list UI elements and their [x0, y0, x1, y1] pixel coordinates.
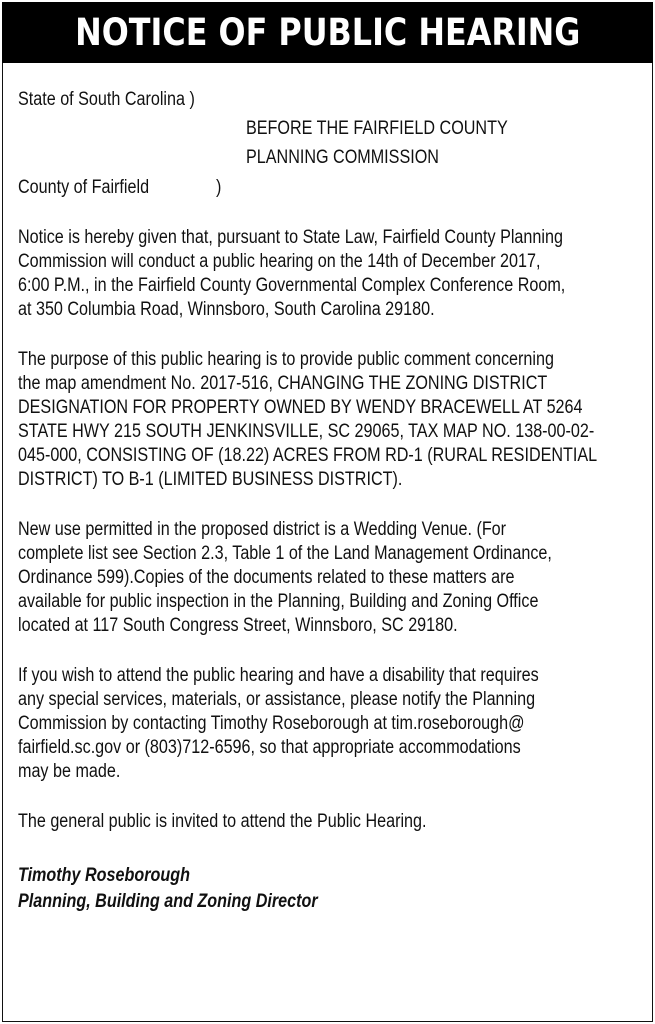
p4-line: any special services, materials, or assistance, please notify the Planning	[18, 689, 536, 710]
p3-line: New use permitted in the proposed district is a Wedding Venue. (For	[18, 519, 507, 540]
p3-line: Ordinance 599).Copies of the documents related to these matters are	[18, 567, 515, 588]
p4-line: fairfield.sc.gov or (803)712-6596, so that appropriate accommodations	[18, 737, 521, 758]
p2-line: DESIGNATION FOR PROPERTY OWNED BY WENDY BRACEWELL AT 5264	[18, 397, 583, 418]
notice-banner	[2, 2, 653, 63]
signature-name: Timothy Roseborough	[18, 865, 190, 886]
p4-line: If you wish to attend the public hearing and have a disability that requires	[18, 665, 539, 686]
p1-line: at 350 Columbia Road, Winnsboro, South Carolina 29180.	[18, 299, 435, 320]
p3-line: available for public inspection in the Planning, Building and Zoning Office	[18, 591, 539, 612]
p4-line: Commission by contacting Timothy Roseborough at tim.roseborough@	[18, 713, 525, 734]
caption-county: County of Fairfield	[18, 177, 150, 198]
p2-line: the map amendment No. 2017-516, CHANGING THE ZONING DISTRICT	[18, 373, 548, 394]
p3-line: complete list see Section 2.3, Table 1 of the Land Management Ordinance,	[18, 543, 552, 564]
p1-line: Notice is hereby given that, pursuant to State Law, Fairfield County Planning	[18, 227, 563, 248]
p3-line: located at 117 South Congress Street, Winnsboro, SC 29180.	[18, 615, 458, 636]
caption-state: State of South Carolina )	[18, 89, 195, 110]
signature-title: Planning, Building and Zoning Director	[18, 891, 318, 912]
p5-line: The general public is invited to attend the Public Hearing.	[18, 811, 427, 832]
p2-line: DISTRICT) TO B-1 (LIMITED BUSINESS DISTRICT).	[18, 469, 403, 490]
p2-line: The purpose of this public hearing is to provide public comment concerning	[18, 349, 554, 370]
p4-line: may be made.	[18, 761, 121, 782]
p1-line: Commission will conduct a public hearing on the 14th of December 2017,	[18, 251, 541, 272]
caption-county-paren: )	[216, 177, 222, 198]
caption-before-line1: BEFORE THE FAIRFIELD COUNTY	[246, 118, 508, 139]
banner-title: NOTICE OF PUBLIC HEARING	[74, 11, 581, 54]
p1-line: 6:00 P.M., in the Fairfield County Governmental Complex Conference Room,	[18, 275, 566, 296]
p2-line: STATE HWY 215 SOUTH JENKINSVILLE, SC 29065, TAX MAP NO. 138-00-02-	[18, 421, 595, 442]
p2-line: 045-000, CONSISTING OF (18.22) ACRES FROM RD-1 (RURAL RESIDENTIAL	[18, 445, 598, 466]
caption-before-line2: PLANNING COMMISSION	[246, 147, 439, 168]
